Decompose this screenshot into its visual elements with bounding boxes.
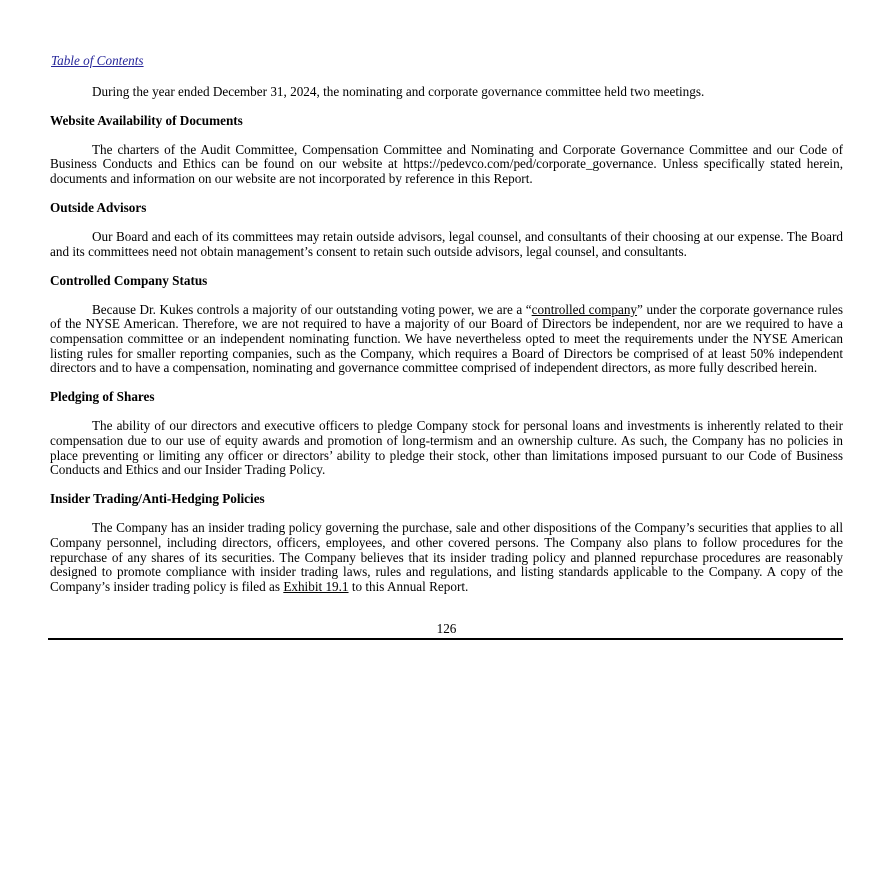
insider-trading-text-post: to this Annual Report. — [348, 578, 469, 594]
pledging-of-shares-paragraph: The ability of our directors and executive officers to pledge Company stock for personal loans and investments is inherently related to their compensation due to our use of equity awards and promotion of long-termism and an ownership culture. As such, the Company has no policies in place preventing or limiting any officer or directors’ ability to pledge their stock, other than limitations imposed pursuant to our Code of Business Conducts and Ethics and our Insider Trading Policy. — [50, 418, 843, 478]
page-number: 126 — [436, 621, 457, 637]
intro-paragraph: During the year ended December 31, 2024, the nominating and corporate governance committee held two meetings. — [92, 83, 705, 99]
exhibit-19-1-link[interactable]: Exhibit 19.1 — [283, 578, 349, 594]
controlled-company-text-pre: Because Dr. Kukes controls a majority of our outstanding voting power, we are a “ — [92, 301, 532, 317]
outside-advisors-paragraph: Our Board and each of its committees may retain outside advisors, legal counsel, and consultants of their choosing at our expense. The Board and its committees need not obtain management’s consent to retain such outside advisors, legal counsel, and consultants. — [50, 229, 843, 259]
table-of-contents-link[interactable]: Table of Contents — [51, 53, 144, 68]
page-footer — [50, 622, 843, 640]
heading-outside-advisors: Outside Advisors — [50, 199, 147, 215]
heading-controlled-company-status: Controlled Company Status — [50, 272, 208, 288]
footer-horizontal-rule — [48, 638, 843, 640]
controlled-company-paragraph — [50, 303, 843, 376]
heading-insider-trading-anti-hedging-policies: Insider Trading/Anti-Hedging Policies — [50, 491, 265, 507]
controlled-company-term: controlled company — [531, 301, 638, 317]
website-availability-paragraph: The charters of the Audit Committee, Compensation Committee and Nominating and Corporate Governance Committee and our Code of Business Conducts and Ethics can be found on our website at https://pedevco.com/ped/corporate_governance. Unless specifically stated herein, documents and information on our website are not incorporated by reference in this Report. — [50, 141, 843, 186]
insider-trading-paragraph — [50, 521, 843, 594]
heading-website-availability-of-documents: Website Availability of Documents — [50, 112, 243, 128]
heading-pledging-of-shares: Pledging of Shares — [50, 389, 155, 405]
insider-trading-text-pre: The Company has an insider trading policy governing the purchase, sale and other dispositions of the Company’s securities that applies to all Company personnel, including directors, officers, employees, and other covered persons. The Company also plans to follow procedures for the repurchase of any shares of its securities. The Company believes that its insider trading policy and planned repurchase procedures are reasonably designed to promote compliance with insider trading laws, rules and regulations, and listing standards applicable to the Company. A copy of the Company’s insider trading policy is filed as — [50, 520, 843, 594]
controlled-company-text-post: ” under the corporate governance rules of the NYSE American. Therefore, we are not required to have a majority of our Board of Directors be independent, nor are we required to have a compensation committee or an independent nominating function. We have nevertheless opted to meet the requirements under the NYSE American listing rules for smaller reporting companies, such as the Company, which requires a Board of Directors be comprised of at least 50% independent directors and to have a compensation, nominating and governance committee comprised of independent directors, as more fully described herein. — [50, 301, 844, 376]
